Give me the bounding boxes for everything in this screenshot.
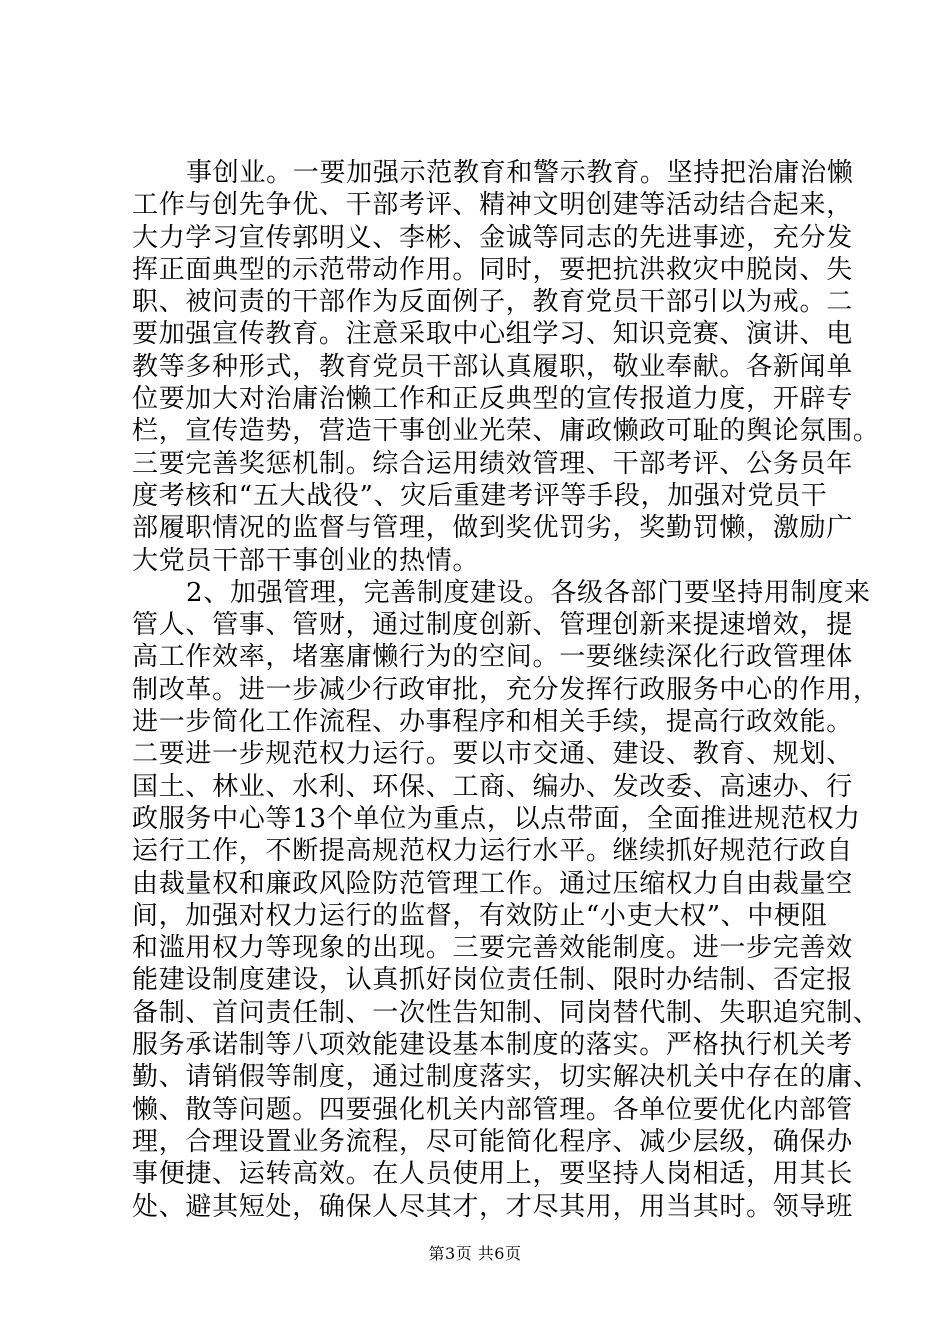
text-line: 要加强宣传教育。注意采取中心组学习、知识竞赛、演讲、电 xyxy=(132,319,853,350)
text-line: 事创业。一要加强示范教育和警示教育。坚持把治庸治懒 xyxy=(186,158,854,188)
text-line: 能建设制度建设，认真抓好岗位责任制、限时办结制、否定报 xyxy=(132,965,853,996)
text-line: 由裁量权和廉政风险防范管理工作。通过压缩权力自由裁量空 xyxy=(132,868,853,899)
text-line: 运行工作，不断提高规范权力运行水平。继续抓好规范行政自 xyxy=(132,836,853,867)
text-line: 处、避其短处，确保人尽其才，才尽其用，用当其时。领导班 xyxy=(132,1191,853,1222)
text-line: 备制、首问责任制、一次性告知制、同岗替代制、失职追究制、 xyxy=(132,997,880,1028)
text-line: 服务承诺制等八项效能建设基本制度的落实。严格执行机关考 xyxy=(132,1030,853,1061)
text-line: 教等多种形式，教育党员干部认真履职，敬业奉献。各新闻单 xyxy=(132,351,853,382)
text-line: 2、加强管理，完善制度建设。各级各部门要坚持用制度来 xyxy=(186,577,871,608)
text-line: 进一步简化工作流程、办事程序和相关手续，提高行政效能。 xyxy=(132,707,853,738)
text-line: 栏，宣传造势，营造干事创业光荣、庸政懒政可耻的舆论氛围。 xyxy=(132,416,880,447)
text-line: 二要进一步规范权力运行。要以市交通、建设、教育、规划、 xyxy=(132,739,853,770)
text-line: 大力学习宣传郭明义、李彬、金诚等同志的先进事迹，充分发 xyxy=(132,222,853,253)
text-line: 国土、林业、水利、环保、工商、编办、发改委、高速办、行 xyxy=(132,771,853,802)
text-line: 挥正面典型的示范带动作用。同时，要把抗洪救灾中脱岗、失 xyxy=(132,254,853,285)
text-line: 和滥用权力等现象的出现。三要完善效能制度。进一步完善效 xyxy=(132,933,853,964)
body-text xyxy=(132,157,880,1223)
text-line: 事便捷、运转高效。在人员使用上，要坚持人岗相适，用其长 xyxy=(132,1159,853,1190)
text-line: 工作与创先争优、干部考评、精神文明创建等活动结合起来， xyxy=(132,190,853,221)
text-line: 位要加大对治庸治懒工作和正反典型的宣传报道力度，开辟专 xyxy=(132,384,853,415)
text-line: 理，合理设置业务流程，尽可能简化程序、减少层级，确保办 xyxy=(132,1126,853,1157)
text-line: 大党员干部干事创业的热情。 xyxy=(132,545,480,576)
text-line: 管人、管事、管财，通过制度创新、管理创新来提速增效，提 xyxy=(132,610,853,641)
text-line: 部履职情况的监督与管理，做到奖优罚劣，奖勤罚懒，激励广 xyxy=(132,513,853,544)
text-line: 间，加强对权力运行的监督，有效防止“小吏大权”、中梗阻 xyxy=(132,900,828,931)
text-line: 三要完善奖惩机制。综合运用绩效管理、干部考评、公务员年 xyxy=(132,448,853,479)
text-line: 懒、散等问题。四要强化机关内部管理。各单位要优化内部管 xyxy=(132,1094,853,1125)
page-number-footer: 第3页 共6页 xyxy=(428,1244,522,1263)
text-line: 度考核和“五大战役”、灾后重建考评等手段，加强对党员干 xyxy=(132,480,828,511)
text-line: 勤、请销假等制度，通过制度落实，切实解决机关中存在的庸、 xyxy=(132,1062,880,1093)
text-line: 政服务中心等13个单位为重点，以点带面，全面推进规范权力 xyxy=(132,803,861,834)
text-line: 制改革。进一步减少行政审批，充分发挥行政服务中心的作用， xyxy=(132,674,880,705)
text-line: 职、被问责的干部作为反面例子，教育党员干部引以为戒。二 xyxy=(132,287,853,318)
text-line: 高工作效率，堵塞庸懒行为的空间。一要继续深化行政管理体 xyxy=(132,642,853,673)
